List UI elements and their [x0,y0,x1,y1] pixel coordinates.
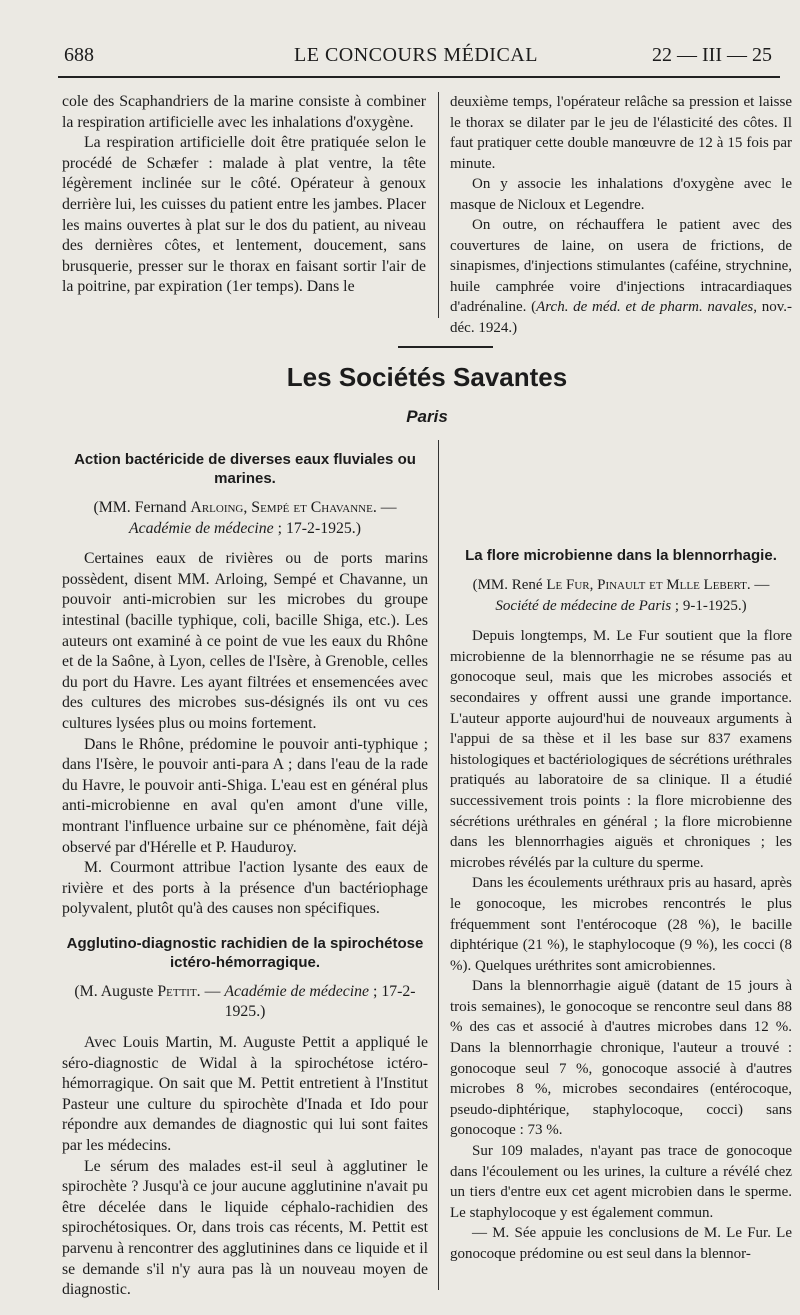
paragraph: deuxième temps, l'opérateur relâche sa pression et laisse le thorax se dilater par le jeu de l'élasticité des côtes. Il faut pratiquer cette double manœuvre de 12 à 15 fois par minute. [450,94,792,172]
top-left-column [62,92,426,298]
paragraph: Le sérum des malades est-il seul à agglutiner le spirochète ? Jusqu'à ce jour aucune agglutinine n'avait pu être décelée dans le liquide céphalo-rachidien des spirochétosiques. Or, dans trois cas récents, M. Pettit est parvenu à rencontrer des agglutinines dans ce liquide et il se demande s'il n'y aura pas là un nouveau moyen de diagnostic. [62,1157,428,1299]
right-column [450,438,792,1265]
column-rule [438,92,439,318]
paragraph: Dans le Rhône, prédomine le pouvoir anti-typhique ; dans l'Isère, le pouvoir anti-para A ; dans l'eau de la rade du Havre, le pouvoir anti-Shiga. L'eau est en général plus anti-microbienne en aval qu'en amont d'une ville, montrant l'influence urbaine sur ce phénomène, fait déjà observé par d'Hérelle et P. Hauduroy. [62,735,428,856]
date: ; 17-2-1925.) [273,519,362,537]
paragraph: Depuis longtemps, M. Le Fur soutient que la flore microbienne de la blennorrhagie ne se résume pas au gonocoque seul, mais que les microbes associés et secondaires y offrent aussi une grande importance. L'auteur apporte aujourd'hui de nouveaux arguments à l'appui de sa thèse et il les base sur 837 examens histologiques et bactériologiques de sécrétions uréthrales pratiqués au laboratoire de sa clinique. Il a étudié successivement trois points : la flore microbienne des sécrétions uréthrales en général ; la flore microbienne dans les blennorrhagies aiguës et chroniques ; les microbes révélés par la culture du sperme. [450,628,792,871]
article-title: Action bactéricide de diverses eaux fluviales ou marines. [74,451,416,487]
text: (M. Auguste [74,982,158,1000]
section-subtitle: Paris [406,407,448,426]
column-rule [438,440,439,1290]
running-header [60,44,772,70]
text: (MM. Fernand [93,499,191,516]
paragraph [450,215,792,338]
journal-reference: Arch. de méd. et de pharm. navales [536,299,754,315]
date: ; 17-2-1925.) [224,982,416,1021]
section-divider [398,346,493,348]
text: — [200,982,225,1000]
paragraph: M. Courmont attribue l'action lysante des eaux de rivière et des ports à la présence d'un bactériophage polyvalent, plutôt qu'à des causes non spécifiques. [62,859,428,918]
paragraph: Certaines eaux de rivières ou de ports marins possèdent, disent MM. Arloing, Sempé et Chavanne, un pouvoir anti-microbien sur les microbes du groupe intestinal (bacille typhique, coli, bacille Shiga, etc.). Les auteurs ont examiné à ce point de vue les eaux du Rhône et de la Saône, à Lyon, celles de l'Isère, à Grenoble, celles du port du Havre. Les ayant filtrées et ensemencées avec des cultures des microbes sus-désignés ils ont vu ces cultures lysées plus ou moins fortement. [62,550,428,732]
paragraph: Dans les écoulements uréthraux pris au hasard, après le gonocoque, les microbes rencontrés le plus fréquemment sont l'entérocoque (28 %), le bacille diphtérique (21 %), le staphylocoque (9 %), les cocci (8 %). Quelques uréthrites sont amicrobiennes. [450,875,792,974]
author-names: Pettit. [157,982,201,1000]
paragraph: Dans la blennorrhagie aiguë (datant de 15 jours à trois semaines), le gonocoque se rencontre seul dans 88 % des cas et associé à d'autres microbes dans 12 %. Dans la blennorrhagie chronique, l'auteur a trouvé : gonocoque seul 7 %, gonocoque associé à d'autres microbes 8 %, microbes secondaires (entérocoque, pseudo-diphtérique, staphylocoque, cocci) sans gonocoque : 73 %. [450,978,792,1139]
article-title: Agglutino-diagnostic rachidien de la spirochétose ictéro-hémorragique. [66,934,424,971]
text: — [750,577,770,593]
paragraph: On y associe les inhalations d'oxygène avec le masque de Nicloux et Legendre. [450,176,792,213]
paragraph: La respiration artificielle doit être pratiquée selon le procédé de Schæfer : malade à plat ventre, la tête légèrement inclinée sur le côté. Opérateur à genoux derrière lui, les cuisses du patient entre les jambes. Placer les mains ouvertes à plat sur le dos du patient, au niveau des dernières côtes, et lentement, doucement, sans brusquerie, presser sur le thorax en faisant sortir l'air de la poitrine, par expiration (1er temps). Dans le [62,134,426,296]
date: ; 9-1-1925.) [671,597,747,614]
text: , nov.-déc. 1924.) [450,299,792,336]
author-names: Le Fur, Pinault et Mlle Lebert. [546,577,751,593]
paragraph: Sur 109 malades, n'ayant pas trace de gonocoque dans l'écoulement ou les urines, la culture a révélé chez un tiers d'entre eux cet agent microbien dans le sperme. Le staphylocoque y est également commun. [450,1143,792,1221]
section-title: Les Sociétés Savantes [286,362,568,392]
text: On outre, on réchauffera le patient avec des couvertures de laine, on usera de frictions, de sinapismes, d'injections stimulantes (caféine, strychnine, huile camphrée voire d'injections intracardiaques d'adrénaline. ( [450,217,792,315]
top-right-column [450,92,792,338]
paragraph: Avec Louis Martin, M. Auguste Pettit a appliqué le séro-diagnostic de Widal à la spirochétose ictéro-hémorragique. On sait que M. Pettit entretient à l'Institut Pasteur une culture du spirochète d'Inada et Ido pour répondre aux demandes de diagnostic qui lui sont faites par les médecins. [62,1034,428,1155]
article-title: La flore microbienne dans la blennorrhagie. [465,547,777,564]
text: — [376,499,397,516]
journal-title: LE CONCOURS MÉDICAL [294,44,538,66]
page-number: 688 [64,44,94,66]
source: Société de médecine de Paris [495,597,672,614]
header-rule [58,76,780,78]
article-authors [450,575,792,616]
paragraph: cole des Scaphandriers de la marine consiste à combiner la respiration artificielle avec les inhalations d'oxygène. [62,93,426,131]
source: Académie de médecine [128,519,274,537]
article-authors [62,498,428,539]
article-authors [62,982,428,1023]
paragraph: — M. Sée appuie les conclusions de M. Le Fur. Le gonocoque prédomine ou est seul dans la blennor- [450,1225,792,1262]
left-column [62,450,428,1301]
issue-date: 22 — III — 25 [652,44,772,66]
author-names: Arloing, Sempé et Chavanne. [190,499,377,516]
source: Académie de médecine [224,982,370,1000]
text: (MM. René [472,577,547,593]
